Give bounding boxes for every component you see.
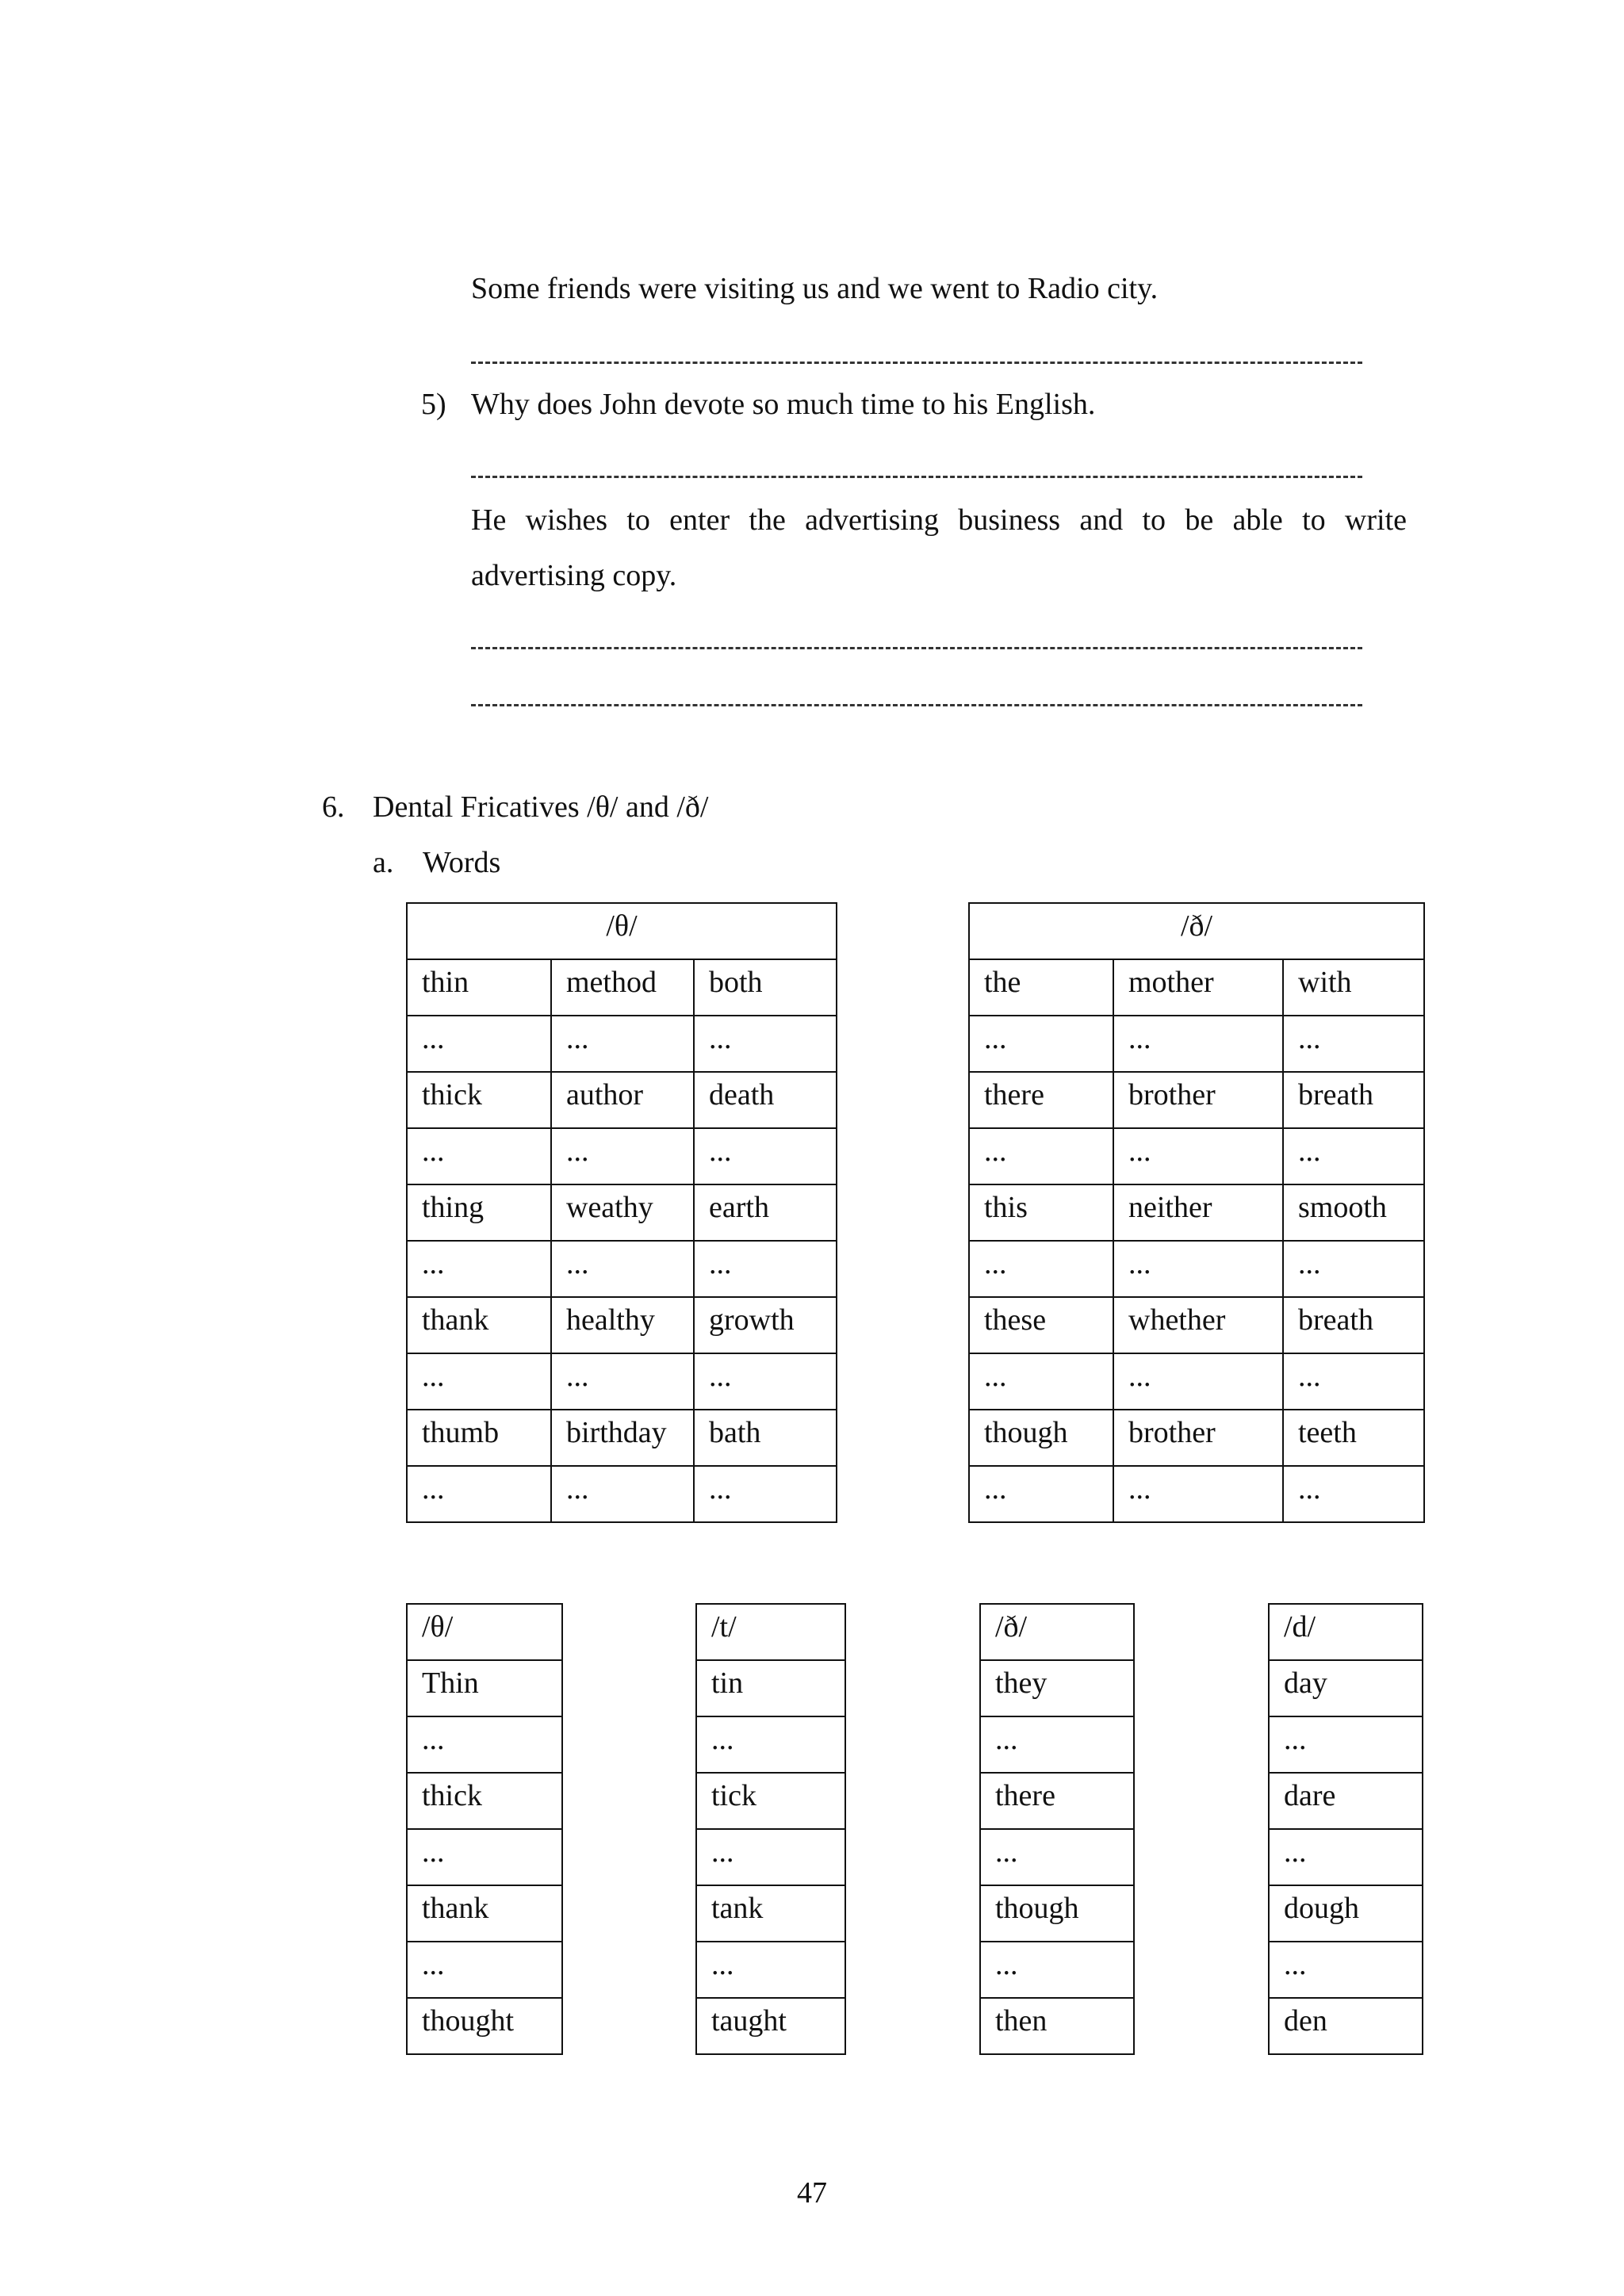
table-row — [1269, 1829, 1423, 1885]
table-row — [407, 1773, 562, 1829]
table-row — [696, 1829, 845, 1885]
table-cell: earth — [694, 1184, 837, 1241]
table-cell: there — [969, 1072, 1113, 1128]
theta-words-table — [406, 902, 837, 1523]
table-header-row — [407, 1604, 562, 1660]
table-row — [969, 1353, 1424, 1410]
table-cell: ... — [551, 1466, 694, 1522]
table-header-row — [696, 1604, 845, 1660]
table-row — [1269, 1942, 1423, 1998]
table-row — [696, 1942, 845, 1998]
table-cell: thick — [407, 1773, 562, 1829]
table-row — [969, 1466, 1424, 1522]
table-cell: these — [969, 1297, 1113, 1353]
table-row — [407, 1128, 837, 1184]
answer-line — [471, 647, 1362, 649]
table-cell: healthy — [551, 1297, 694, 1353]
answer-line — [471, 362, 1362, 364]
table-cell: taught — [696, 1998, 845, 2054]
table-cell: ... — [551, 1128, 694, 1184]
table-row — [407, 1942, 562, 1998]
table-cell: ... — [1283, 1241, 1424, 1297]
table-row — [407, 1716, 562, 1773]
table-cell: ... — [969, 1466, 1113, 1522]
table-header: /θ/ — [407, 903, 837, 959]
table-cell: thick — [407, 1072, 551, 1128]
table-cell: ... — [980, 1942, 1134, 1998]
section-title: Dental Fricatives /θ/ and /ð/ — [373, 790, 709, 824]
table-cell: bath — [694, 1410, 837, 1466]
table-cell: weathy — [551, 1184, 694, 1241]
table-row — [696, 1885, 845, 1942]
table-header-row — [1269, 1604, 1423, 1660]
table-header-row — [980, 1604, 1134, 1660]
table-row — [969, 1128, 1424, 1184]
table-cell: ... — [1113, 1353, 1283, 1410]
table-cell: with — [1283, 959, 1424, 1016]
subsection-title: Words — [423, 846, 501, 879]
table-row — [980, 1773, 1134, 1829]
answer-text: He wishes to enter the advertising business and to be able to write advertising copy. — [471, 503, 1407, 592]
table-cell: ... — [980, 1716, 1134, 1773]
table-cell: dare — [1269, 1773, 1423, 1829]
table-cell: ... — [1113, 1241, 1283, 1297]
table-cell: then — [980, 1998, 1134, 2054]
table-row — [980, 1716, 1134, 1773]
table-cell: whether — [1113, 1297, 1283, 1353]
table-cell: ... — [694, 1016, 837, 1072]
table-row — [407, 1885, 562, 1942]
table-cell: ... — [980, 1829, 1134, 1885]
table-row — [969, 1297, 1424, 1353]
table-cell: ... — [407, 1829, 562, 1885]
table-cell: tin — [696, 1660, 845, 1716]
table-cell: smooth — [1283, 1184, 1424, 1241]
table-cell: ... — [407, 1241, 551, 1297]
table-cell: ... — [696, 1716, 845, 1773]
table-cell: ... — [969, 1241, 1113, 1297]
table-cell: ... — [694, 1466, 837, 1522]
table-header-row — [407, 903, 837, 959]
table-row — [407, 1353, 837, 1410]
table-cell: ... — [694, 1241, 837, 1297]
table-row — [407, 1297, 837, 1353]
table-row — [1269, 1660, 1423, 1716]
table-cell: author — [551, 1072, 694, 1128]
section-number: 6. — [322, 790, 345, 824]
question-number: 5) — [421, 388, 446, 421]
table-row — [1269, 1998, 1423, 2054]
table-header: /ð/ — [980, 1604, 1134, 1660]
table-row — [407, 1241, 837, 1297]
subsection-letter: a. — [373, 846, 394, 879]
table-row — [407, 959, 837, 1016]
table-row — [969, 1184, 1424, 1241]
table-cell: ... — [407, 1942, 562, 1998]
table-cell: ... — [407, 1016, 551, 1072]
table-row — [980, 1829, 1134, 1885]
table-cell: ... — [1283, 1353, 1424, 1410]
pair-table-d — [1268, 1603, 1423, 2055]
table-cell: ... — [1283, 1128, 1424, 1184]
pair-table-eth — [979, 1603, 1135, 2055]
table-cell: ... — [1113, 1128, 1283, 1184]
table-cell: though — [969, 1410, 1113, 1466]
table-cell: ... — [551, 1353, 694, 1410]
table-cell: ... — [1283, 1466, 1424, 1522]
table-cell: teeth — [1283, 1410, 1424, 1466]
table-row — [1269, 1716, 1423, 1773]
table-row — [696, 1998, 845, 2054]
answer-line — [471, 476, 1362, 478]
table-cell: method — [551, 959, 694, 1016]
table-cell: thin — [407, 959, 551, 1016]
table-row — [407, 1998, 562, 2054]
table-row — [696, 1716, 845, 1773]
table-row — [969, 1072, 1424, 1128]
table-cell: dough — [1269, 1885, 1423, 1942]
table-cell: ... — [696, 1942, 845, 1998]
intro-answer-text: Some friends were visiting us and we went to Radio city. — [471, 272, 1159, 305]
question-text: Why does John devote so much time to his English. — [471, 388, 1096, 421]
table-row — [980, 1660, 1134, 1716]
table-cell: death — [694, 1072, 837, 1128]
table-header: /θ/ — [407, 1604, 562, 1660]
answer-line — [471, 704, 1362, 706]
table-row — [969, 1410, 1424, 1466]
table-cell: ... — [407, 1716, 562, 1773]
table-cell: ... — [1113, 1466, 1283, 1522]
table-row — [407, 1660, 562, 1716]
table-cell: ... — [1283, 1016, 1424, 1072]
table-cell: ... — [969, 1353, 1113, 1410]
table-cell: this — [969, 1184, 1113, 1241]
table-cell: tick — [696, 1773, 845, 1829]
table-cell: ... — [694, 1353, 837, 1410]
table-cell: ... — [1269, 1942, 1423, 1998]
table-cell: ... — [969, 1128, 1113, 1184]
pair-table-theta — [406, 1603, 563, 2055]
eth-words-table — [968, 902, 1425, 1523]
table-cell: thought — [407, 1998, 562, 2054]
table-cell: breath — [1283, 1297, 1424, 1353]
table-cell: breath — [1283, 1072, 1424, 1128]
page-number: 47 — [797, 2176, 827, 2210]
table-cell: ... — [1269, 1829, 1423, 1885]
table-cell: ... — [696, 1829, 845, 1885]
table-cell: ... — [551, 1241, 694, 1297]
pair-table-t — [695, 1603, 846, 2055]
table-cell: mother — [1113, 959, 1283, 1016]
table-cell: though — [980, 1885, 1134, 1942]
table-cell: ... — [1269, 1716, 1423, 1773]
table-cell: birthday — [551, 1410, 694, 1466]
table-row — [980, 1998, 1134, 2054]
table-cell: brother — [1113, 1410, 1283, 1466]
table-cell: ... — [551, 1016, 694, 1072]
table-header: /t/ — [696, 1604, 845, 1660]
table-header: /ð/ — [969, 903, 1424, 959]
table-row — [696, 1660, 845, 1716]
table-cell: Thin — [407, 1660, 562, 1716]
table-row — [980, 1942, 1134, 1998]
table-cell: ... — [407, 1128, 551, 1184]
table-cell: both — [694, 959, 837, 1016]
table-cell: ... — [407, 1353, 551, 1410]
table-row — [407, 1184, 837, 1241]
table-cell: thank — [407, 1885, 562, 1942]
table-row — [1269, 1773, 1423, 1829]
table-cell: the — [969, 959, 1113, 1016]
table-cell: ... — [694, 1128, 837, 1184]
table-cell: ... — [1113, 1016, 1283, 1072]
table-cell: there — [980, 1773, 1134, 1829]
table-row — [980, 1885, 1134, 1942]
table-cell: brother — [1113, 1072, 1283, 1128]
table-header-row — [969, 903, 1424, 959]
table-cell: neither — [1113, 1184, 1283, 1241]
table-cell: day — [1269, 1660, 1423, 1716]
table-row — [407, 1466, 837, 1522]
table-row — [1269, 1885, 1423, 1942]
table-cell: tank — [696, 1885, 845, 1942]
table-row — [407, 1072, 837, 1128]
table-cell: ... — [407, 1466, 551, 1522]
table-cell: thumb — [407, 1410, 551, 1466]
table-row — [969, 959, 1424, 1016]
table-cell: thank — [407, 1297, 551, 1353]
table-header: /d/ — [1269, 1604, 1423, 1660]
table-cell: they — [980, 1660, 1134, 1716]
table-row — [969, 1241, 1424, 1297]
table-cell: den — [1269, 1998, 1423, 2054]
table-row — [969, 1016, 1424, 1072]
table-cell: growth — [694, 1297, 837, 1353]
table-cell: thing — [407, 1184, 551, 1241]
table-row — [696, 1773, 845, 1829]
table-row — [407, 1410, 837, 1466]
table-row — [407, 1016, 837, 1072]
table-row — [407, 1829, 562, 1885]
table-cell: ... — [969, 1016, 1113, 1072]
